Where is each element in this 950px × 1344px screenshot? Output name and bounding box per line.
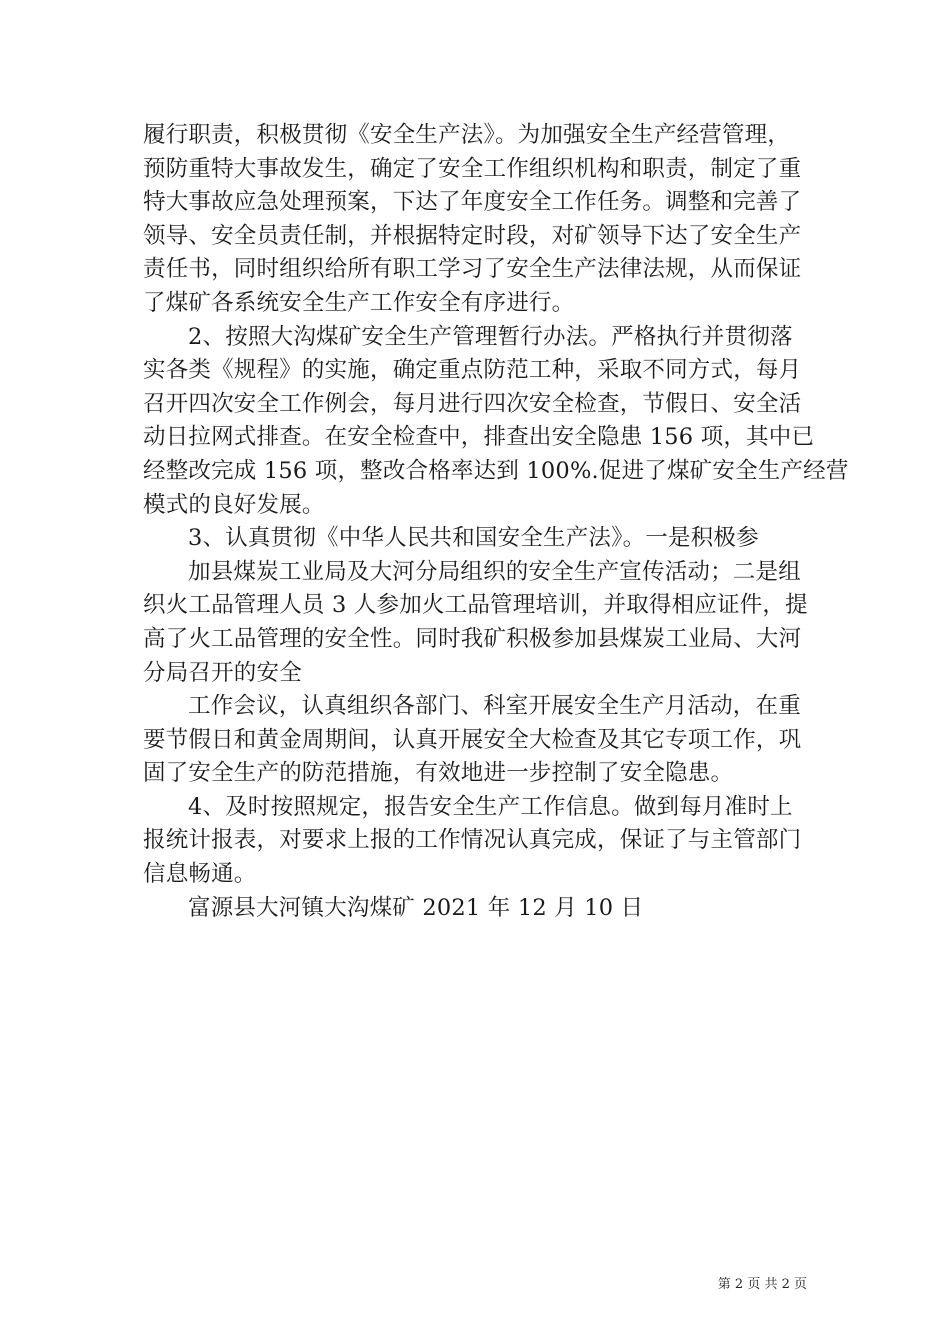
text-line: 经整改完成 156 项，整改合格率达到 100%.促进了煤矿安全生产经营 (143, 457, 849, 484)
document-body (143, 119, 849, 925)
text-line: 报统计报表，对要求上报的工作情况认真完成，保证了与主管部门 (143, 827, 802, 854)
text-line: 了煤矿各系统安全生产工作安全有序进行。 (143, 289, 575, 316)
text-line: 履行职责，积极贯彻《安全生产法》。为加强安全生产经营管理， (143, 122, 791, 148)
text-line: 模式的良好发展。 (143, 491, 325, 518)
text-line: 召开四次安全工作例会，每月进行四次安全检查，节假日、安全活 (143, 390, 802, 417)
text-line: 要节假日和黄金周期间，认真开展安全大检查及其它专项工作，巩 (143, 726, 802, 753)
text-line: 3、认真贯彻《中华人民共和国安全生产法》。一是积极参 (188, 525, 759, 552)
text-line: 预防重特大事故发生，确定了安全工作组织机构和职责，制定了重 (143, 155, 802, 182)
text-line: 分局召开的安全 (143, 659, 302, 686)
text-line: 责任书，同时组织给所有职工学习了安全生产法律法规，从而保证 (143, 256, 802, 283)
page-number: 第 2 页 共 2 页 (717, 1277, 807, 1292)
text-line: 特大事故应急处理预案，下达了年度安全工作任务。调整和完善了 (143, 189, 802, 216)
text-line: 领导、安全员责任制，并根据特定时段，对矿领导下达了安全生产 (143, 222, 802, 249)
signature-line: 富源县大河镇大沟煤矿 2021 年 12 月 10 日 (188, 894, 644, 921)
text-line: 信息畅通。 (143, 861, 257, 888)
text-line: 实各类《规程》的实施，确定重点防范工种，采取不同方式，每月 (143, 357, 802, 384)
text-line: 工作会议，认真组织各部门、科室开展安全生产月活动，在重 (188, 693, 801, 720)
text-line: 高了火工品管理的安全性。同时我矿积极参加县煤炭工业局、大河 (143, 625, 802, 652)
text-line: 织火工品管理人员 3 人参加火工品管理培训，并取得相应证件，提 (143, 592, 808, 619)
text-line: 动日拉网式排查。在安全检查中，排查出安全隐患 156 项，其中已 (143, 424, 815, 451)
text-line: 2、按照大沟煤矿安全生产管理暂行办法。严格执行并贯彻落 (188, 323, 793, 350)
text-line: 4、及时按照规定，报告安全生产工作信息。做到每月准时上 (188, 793, 793, 820)
text-line: 固了安全生产的防范措施，有效地进一步控制了安全隐患。 (143, 760, 734, 787)
text-line: 加县煤炭工业局及大河分局组织的安全生产宣传活动；二是组 (188, 558, 801, 585)
